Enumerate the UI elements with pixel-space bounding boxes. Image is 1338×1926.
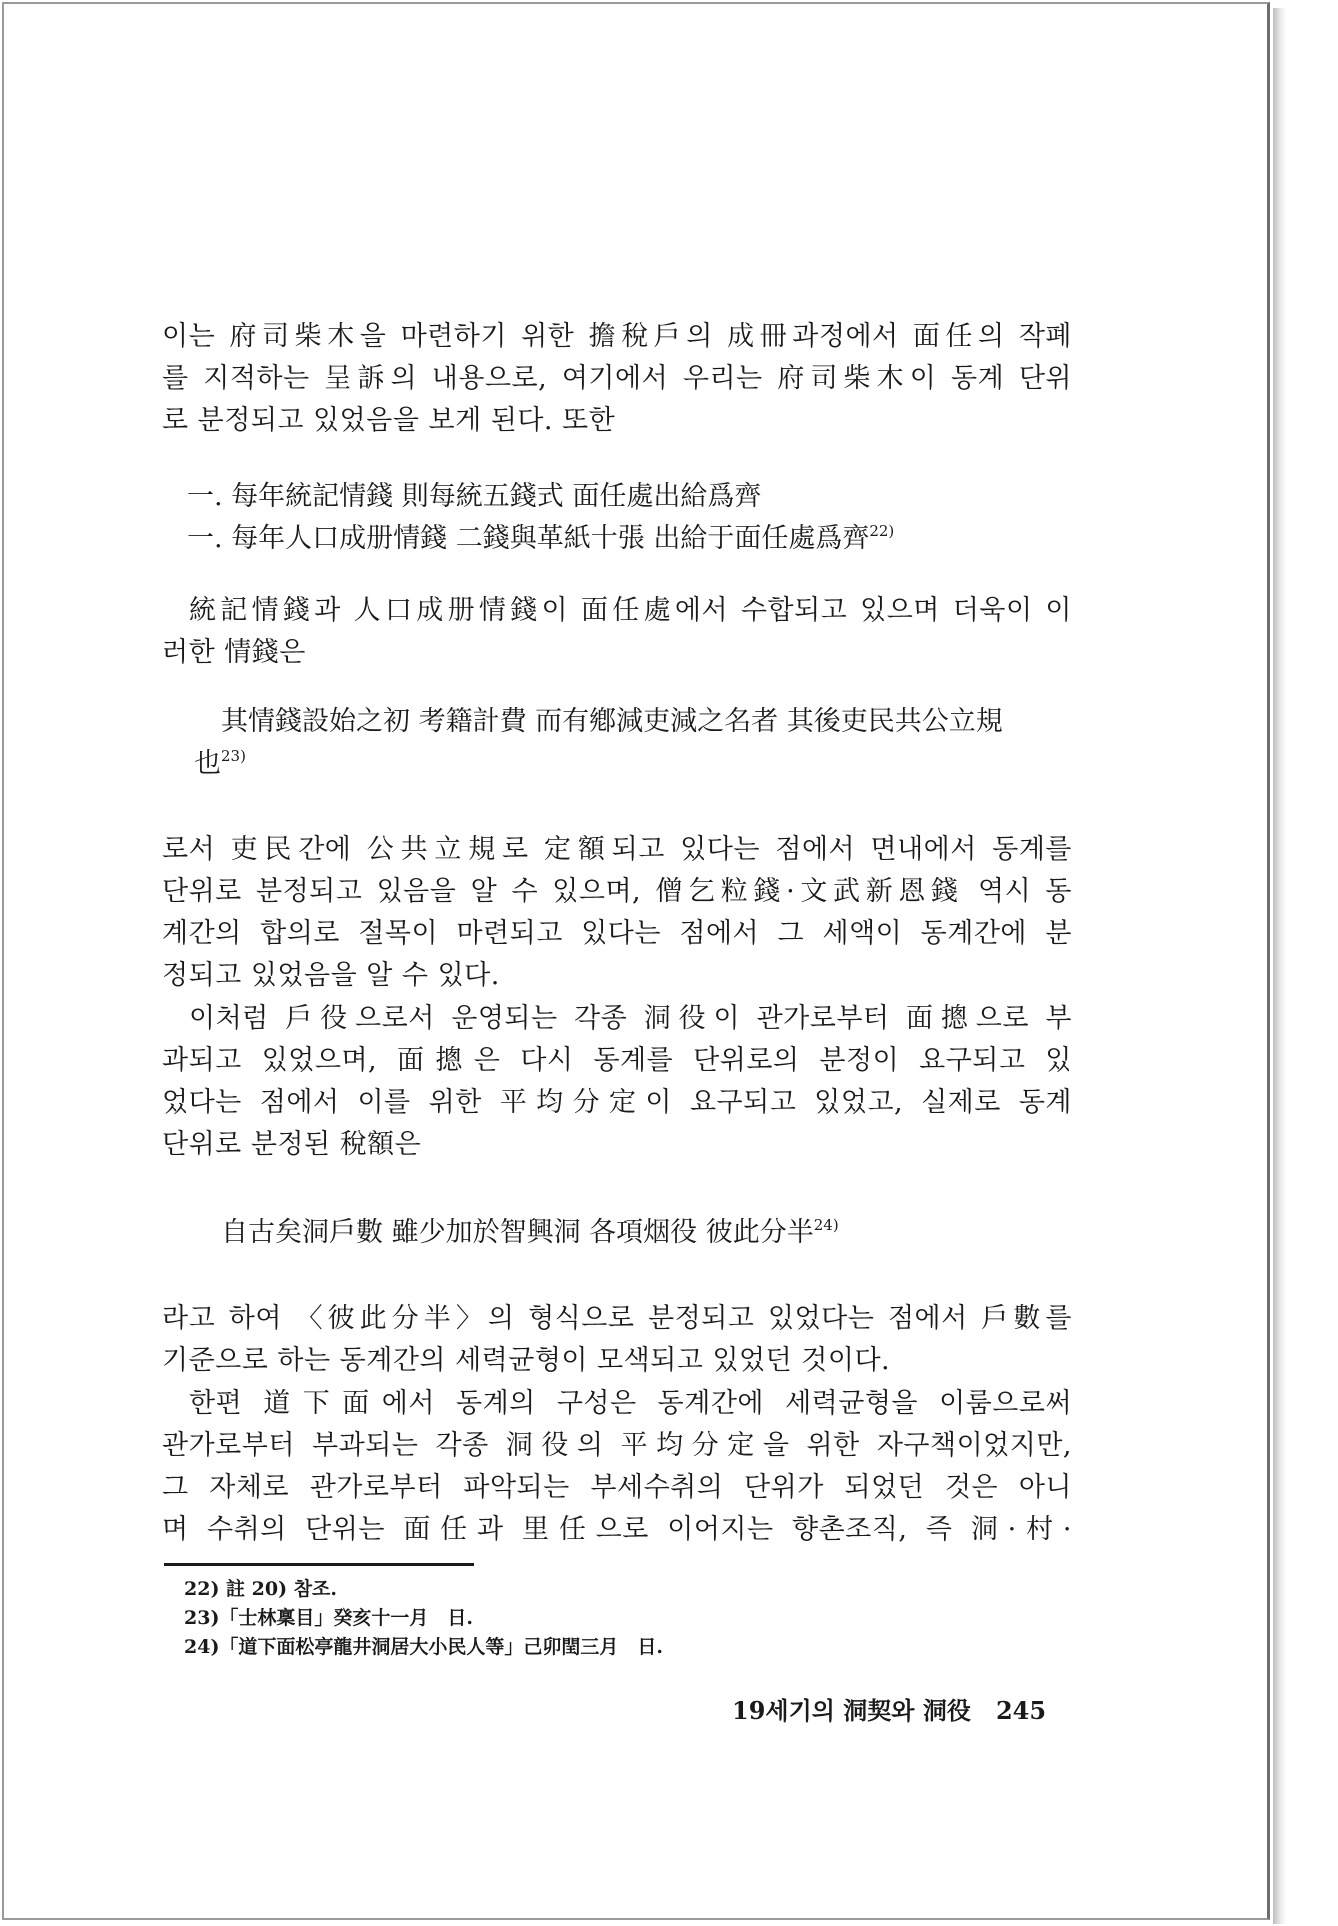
footnote-marker: 23) (221, 747, 246, 765)
body-line: 이는 府司柴木을 마련하기 위한 擔稅戶의 成冊과정에서 面任의 작폐 (162, 321, 1072, 352)
footnote-marker: 22) (869, 522, 895, 540)
block-quote-line: 其情錢設始之初 考籍計費 而有鄕減吏減之名者 其後吏民共公立規 (221, 706, 1003, 737)
body-line: 며 수취의 단위는 面任과 里任으로 이어지는 향촌조직, 즉 洞·村· (162, 1514, 1072, 1545)
document-page (2, 2, 1270, 1920)
body-line: 계간의 합의로 절목이 마련되고 있다는 점에서 그 세액이 동계간에 분 (162, 918, 1072, 949)
block-quote-line (194, 745, 246, 783)
body-line: 그 자체로 관가로부터 파악되는 부세수취의 단위가 되었던 것은 아니 (162, 1472, 1072, 1503)
running-footer-title: 19세기의 洞契와 洞役 (732, 1696, 971, 1725)
page-edge-shadow (1273, 8, 1287, 1924)
list-item (187, 478, 761, 516)
body-line: 러한 情錢은 (162, 637, 306, 668)
body-line: 統記情錢과 人口成册情錢이 面任處에서 수합되고 있으며 더욱이 이 (189, 595, 1072, 626)
list-item-text: 一. 每年統記情錢 則每統五錢式 面任處出給爲齊 (187, 481, 762, 512)
footnote: 23)「士林稟目」癸亥十一月 日. (184, 1607, 474, 1629)
list-item-text: 一. 每年人口成册情錢 二錢與革紙十張 出給于面任處爲齊 (187, 523, 870, 554)
block-quote-line (221, 1214, 839, 1252)
block-quote-text: 自古矣洞戶數 雖少加於智興洞 各項烟役 彼此分半 (221, 1217, 814, 1248)
footnote: 22) 註 20) 참조. (184, 1578, 338, 1600)
body-line: 관가로부터 부과되는 각종 洞役의 平均分定을 위한 자구책이었지만, (162, 1430, 1072, 1461)
body-line: 한편 道下面에서 동계의 구성은 동계간에 세력균형을 이룸으로써 (189, 1388, 1072, 1419)
body-line: 를 지적하는 呈訴의 내용으로, 여기에서 우리는 府司柴木이 동계 단위 (162, 363, 1072, 394)
block-quote-text: 也 (194, 748, 221, 779)
body-line: 었다는 점에서 이를 위한 平均分定이 요구되고 있었고, 실제로 동계 (162, 1087, 1072, 1118)
body-line: 단위로 분정된 稅額은 (162, 1129, 422, 1160)
list-item (187, 520, 894, 558)
body-line: 로서 吏民간에 公共立規로 定額되고 있다는 점에서 면내에서 동계를 (162, 834, 1072, 865)
body-line: 기준으로 하는 동계간의 세력균형이 모색되고 있었던 것이다. (162, 1345, 891, 1376)
footnote: 24)「道下面松亭龍井洞居大小民人等」己卯閏三月 日. (184, 1636, 664, 1658)
body-line: 정되고 있었음을 알 수 있다. (162, 960, 500, 991)
footnote-divider (164, 1563, 474, 1566)
page-number: 245 (995, 1696, 1047, 1725)
body-line: 이처럼 戶役으로서 운영되는 각종 洞役이 관가로부터 面摠으로 부 (189, 1003, 1072, 1034)
body-line: 로 분정되고 있었음을 보게 된다. 또한 (162, 405, 616, 436)
body-line: 과되고 있었으며, 面摠은 다시 동계를 단위로의 분정이 요구되고 있 (162, 1045, 1072, 1076)
footnote-marker: 24) (813, 1216, 839, 1234)
body-line: 단위로 분정되고 있음을 알 수 있으며, 僧乞粒錢·文武新恩錢 역시 동 (162, 876, 1072, 907)
body-line: 라고 하여 〈彼此分半〉의 형식으로 분정되고 있었다는 점에서 戶數를 (162, 1303, 1072, 1334)
running-footer (732, 1696, 1046, 1726)
